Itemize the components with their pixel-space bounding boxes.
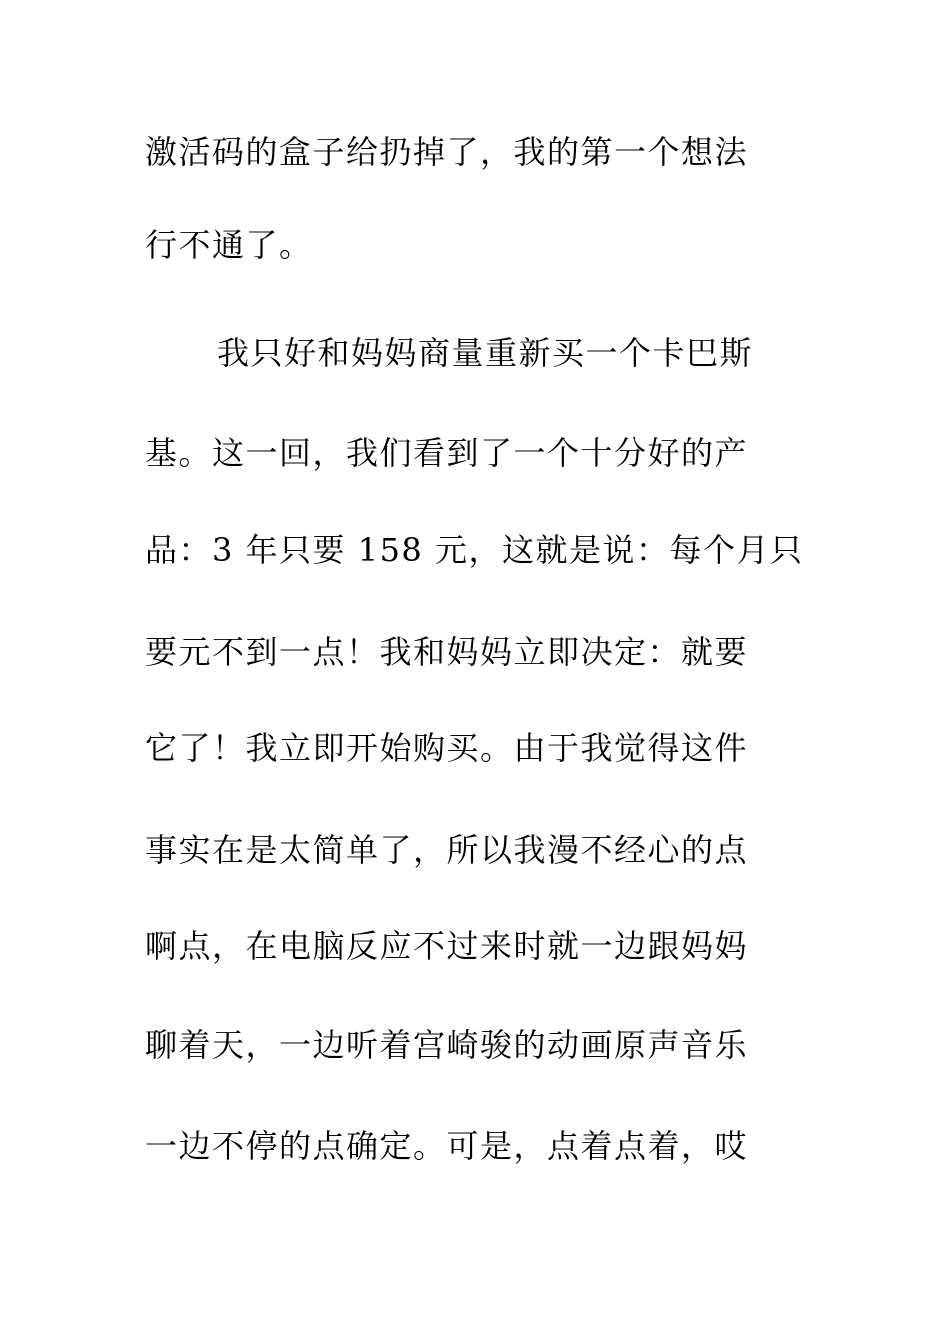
paragraph-start-line: 我只好和妈妈商量重新买一个卡巴斯 xyxy=(217,334,754,372)
text-line: 事实在是太简单了，所以我漫不经心的点 xyxy=(145,831,749,869)
text-line: 品：3 年只要 158 元，这就是说：每个月只 xyxy=(145,531,804,569)
text-line: 行不通了。 xyxy=(145,226,313,264)
text-line: 激活码的盒子给扔掉了，我的第一个想法 xyxy=(145,133,749,171)
text-line: 它了！我立即开始购买。由于我觉得这件 xyxy=(145,729,749,767)
text-line: 要元不到一点！我和妈妈立即决定：就要 xyxy=(145,633,749,671)
text-line: 一边不停的点确定。可是，点着点着，哎 xyxy=(145,1127,749,1165)
text-line: 聊着天，一边听着宫崎骏的动画原声音乐 xyxy=(145,1026,749,1064)
text-line: 基。这一回，我们看到了一个十分好的产 xyxy=(145,434,749,472)
text-line: 啊点，在电脑反应不过来时就一边跟妈妈 xyxy=(145,927,749,965)
